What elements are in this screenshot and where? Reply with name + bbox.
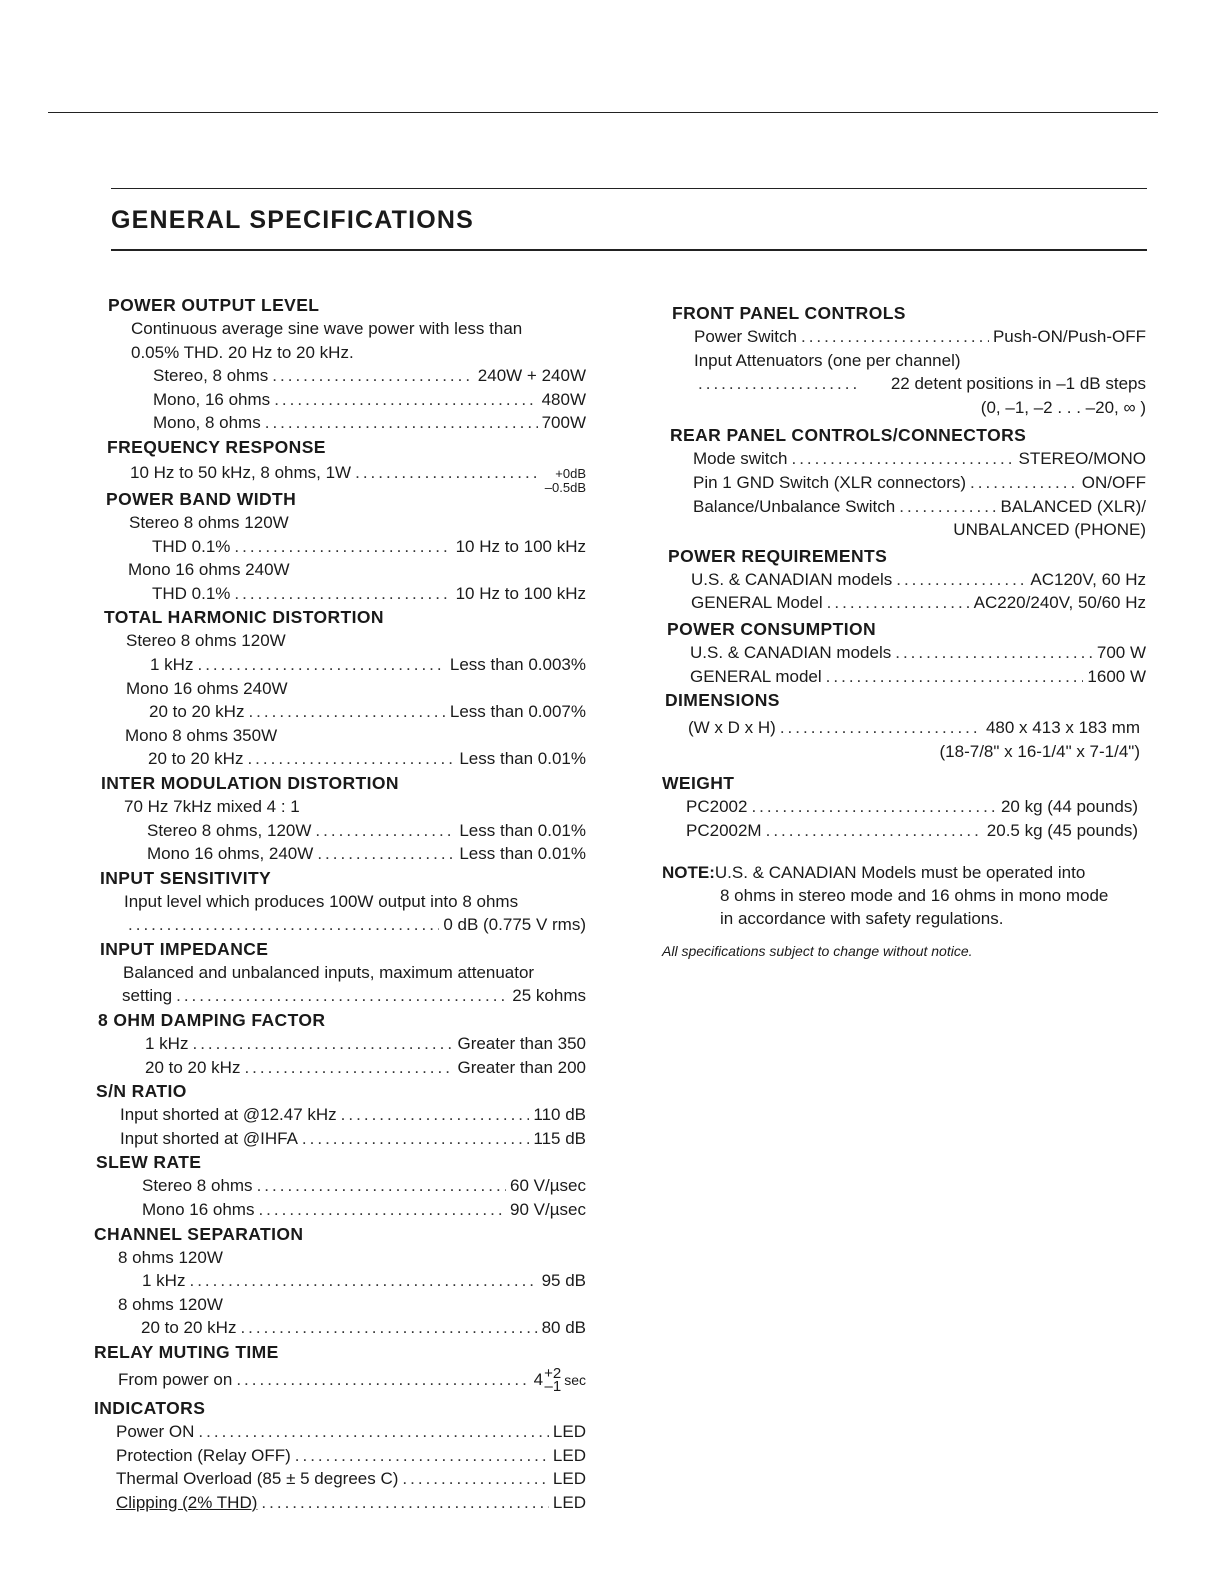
section-heading: FRONT PANEL CONTROLS bbox=[672, 303, 906, 323]
spec-row bbox=[662, 447, 1146, 471]
spec-value: ON/OFF bbox=[1081, 472, 1146, 492]
section-subheading: Mono 8 ohms 350W bbox=[125, 725, 278, 745]
spec-label: Power ON bbox=[116, 1422, 195, 1441]
spec-row bbox=[96, 1364, 586, 1396]
leader-dots bbox=[751, 795, 997, 819]
title-bottom-rule bbox=[111, 249, 1147, 251]
leader-dots bbox=[198, 1420, 549, 1444]
tolerance-minus: –0.5dB bbox=[544, 479, 586, 495]
top-rule bbox=[48, 112, 1158, 113]
spec-label: 20 to 20 kHz bbox=[149, 702, 245, 722]
leader-dots bbox=[265, 411, 538, 435]
spec-row bbox=[96, 459, 586, 495]
spec-value: 480W bbox=[541, 389, 586, 409]
section-heading: POWER BAND WIDTH bbox=[106, 488, 297, 509]
section-heading: INTER MODULATION DISTORTION bbox=[101, 772, 399, 793]
spec-row bbox=[96, 1269, 586, 1293]
spec-label: 1 kHz bbox=[145, 1034, 189, 1054]
spec-value-continued: (18-7/8" x 16-1/4" x 7-1/4") bbox=[939, 741, 1140, 761]
leader-dots bbox=[197, 653, 445, 677]
spec-value: 90 V/µsec bbox=[510, 1200, 586, 1220]
spec-row bbox=[96, 1174, 586, 1198]
spec-label: Power Switch bbox=[694, 327, 797, 346]
leader-dots bbox=[826, 665, 1084, 689]
leader-dots bbox=[402, 1467, 549, 1491]
spec-value: 25 kohms bbox=[512, 986, 586, 1006]
section-heading: DIMENSIONS bbox=[665, 690, 780, 711]
spec-value: 1600 W bbox=[1087, 666, 1146, 686]
left-column bbox=[96, 293, 586, 1514]
spec-value: BALANCED (XLR)/ bbox=[1000, 496, 1146, 516]
section-heading: 8 OHM DAMPING FACTOR bbox=[98, 1010, 326, 1031]
relay-base: 4 bbox=[533, 1370, 544, 1389]
relay-sub: –1 bbox=[544, 1378, 562, 1395]
section-heading: TOTAL HARMONIC DISTORTION bbox=[104, 607, 384, 628]
relay-time-value bbox=[534, 1364, 586, 1396]
spec-value: STEREO/MONO bbox=[1018, 449, 1146, 469]
section-heading: POWER REQUIREMENTS bbox=[668, 545, 888, 566]
spec-row bbox=[662, 372, 1146, 396]
section-heading: INPUT IMPEDANCE bbox=[100, 938, 269, 959]
spec-value-continued: UNBALANCED (PHONE) bbox=[953, 520, 1146, 540]
spec-value: 20.5 kg (45 pounds) bbox=[986, 820, 1138, 840]
spec-value: 95 dB bbox=[541, 1271, 586, 1291]
spec-label: Mode switch bbox=[693, 449, 788, 469]
spec-value: Less than 0.01% bbox=[459, 820, 586, 840]
section-heading: FREQUENCY RESPONSE bbox=[107, 436, 326, 457]
note-label: NOTE: bbox=[662, 862, 715, 882]
spec-value: 10 Hz to 100 kHz bbox=[455, 583, 586, 603]
section-text: Balanced and unbalanced inputs, maximum attenuator bbox=[123, 962, 535, 982]
spec-row bbox=[96, 1491, 586, 1515]
note-block bbox=[662, 861, 1146, 931]
spec-value: Less than 0.01% bbox=[459, 844, 586, 864]
spec-label: (W x D x H) bbox=[688, 718, 776, 738]
section-heading: WEIGHT bbox=[662, 773, 735, 794]
spec-row bbox=[96, 1127, 586, 1151]
spec-value: 60 V/µsec bbox=[510, 1176, 586, 1196]
spec-value: Greater than 200 bbox=[457, 1057, 586, 1077]
section-subheading: Input Attenuators (one per channel) bbox=[694, 350, 961, 370]
leader-dots bbox=[895, 641, 1093, 665]
relay-unit: sec bbox=[564, 1372, 586, 1388]
section-heading: RELAY MUTING TIME bbox=[94, 1342, 279, 1362]
leader-dots bbox=[244, 1056, 453, 1080]
section-text: Input level which produces 100W output into 8 ohms bbox=[124, 891, 519, 911]
tolerance-plus: +0dB bbox=[555, 465, 586, 481]
spec-label: 10 Hz to 50 kHz, 8 ohms, 1W bbox=[130, 462, 352, 482]
spec-value: 80 dB bbox=[541, 1318, 586, 1338]
spec-value: Less than 0.003% bbox=[449, 654, 586, 674]
spec-label: 20 to 20 kHz bbox=[145, 1057, 241, 1077]
note-text: U.S. & CANADIAN Models must be operated into bbox=[714, 862, 1086, 882]
spec-label: From power on bbox=[118, 1370, 233, 1389]
section-subheading: 8 ohms 120W bbox=[118, 1247, 223, 1267]
spec-value: 700W bbox=[541, 413, 586, 433]
spec-row bbox=[96, 1467, 586, 1491]
section-heading: POWER CONSUMPTION bbox=[667, 618, 877, 639]
spec-value: 240W + 240W bbox=[477, 366, 586, 386]
leader-dots bbox=[801, 325, 989, 349]
spec-value: 20 kg (44 pounds) bbox=[1000, 797, 1138, 817]
spec-value: 22 detent positions in –1 dB steps bbox=[890, 374, 1146, 394]
disclaimer: All specifications subject to change without notice. bbox=[662, 942, 973, 959]
spec-row bbox=[96, 1103, 586, 1127]
section-subheading: 8 ohms 120W bbox=[118, 1294, 223, 1314]
section-text: Continuous average sine wave power with less than bbox=[131, 319, 523, 338]
section-subheading: Stereo 8 ohms 120W bbox=[129, 512, 289, 532]
spec-row bbox=[662, 716, 1146, 740]
relay-tolerance bbox=[544, 1367, 561, 1393]
spec-row bbox=[96, 842, 586, 866]
spec-row bbox=[96, 1316, 586, 1340]
spec-row bbox=[96, 984, 586, 1008]
page-title: GENERAL SPECIFICATIONS bbox=[111, 206, 475, 234]
leader-dots bbox=[236, 1364, 529, 1396]
spec-label: U.S. & CANADIAN models bbox=[691, 569, 893, 589]
spec-value: 480 x 413 x 183 mm bbox=[985, 718, 1140, 738]
section-heading: REAR PANEL CONTROLS/CONNECTORS bbox=[670, 425, 1027, 446]
leader-dots bbox=[295, 1444, 549, 1468]
spec-row bbox=[96, 1032, 586, 1056]
spec-row bbox=[662, 591, 1146, 615]
spec-label: 1 kHz bbox=[150, 654, 194, 674]
leader-dots bbox=[780, 716, 982, 740]
section-subheading: Stereo 8 ohms 120W bbox=[126, 631, 286, 651]
spec-row bbox=[96, 1198, 586, 1222]
spec-label: THD 0.1% bbox=[152, 583, 231, 603]
spec-row bbox=[662, 819, 1146, 843]
spec-label: PC2002 bbox=[686, 797, 748, 817]
section-heading: INPUT SENSITIVITY bbox=[100, 867, 272, 888]
spec-label: Protection (Relay OFF) bbox=[116, 1445, 291, 1465]
relay-sup: +2 bbox=[544, 1365, 562, 1382]
leader-dots bbox=[355, 459, 541, 487]
spec-row bbox=[96, 1444, 586, 1468]
spec-row bbox=[96, 1056, 586, 1080]
leader-dots bbox=[317, 842, 455, 866]
spec-row bbox=[96, 1420, 586, 1444]
spec-label: Thermal Overload (85 ± 5 degrees C) bbox=[116, 1469, 399, 1489]
leader-dots bbox=[274, 388, 537, 412]
spec-label: setting bbox=[122, 986, 173, 1006]
leader-dots bbox=[302, 1127, 529, 1151]
leader-dots bbox=[234, 535, 451, 559]
spec-label: 20 to 20 kHz bbox=[141, 1318, 237, 1338]
spec-value: LED bbox=[552, 1445, 586, 1465]
spec-row bbox=[96, 819, 586, 843]
leader-dots bbox=[189, 1269, 537, 1293]
section-heading: S/N RATIO bbox=[96, 1081, 187, 1102]
spec-label: U.S. & CANADIAN models bbox=[690, 642, 892, 662]
spec-value: AC220/240V, 50/60 Hz bbox=[973, 593, 1146, 613]
spec-label: Stereo 8 ohms, 120W bbox=[147, 820, 312, 840]
spec-label: GENERAL Model bbox=[691, 593, 823, 613]
spec-row bbox=[96, 747, 586, 771]
spec-row bbox=[662, 471, 1146, 495]
note-line: 8 ohms in stereo mode and 16 ohms in mono mode bbox=[720, 885, 1109, 905]
leader-dots bbox=[970, 471, 1078, 495]
spec-value: Less than 0.01% bbox=[459, 749, 586, 769]
spec-value: LED bbox=[552, 1469, 586, 1489]
section-text: 0.05% THD. 20 Hz to 20 kHz. bbox=[131, 342, 354, 362]
leader-dots bbox=[234, 582, 451, 606]
spec-value: 110 dB bbox=[533, 1105, 586, 1125]
leader-dots bbox=[258, 1198, 506, 1222]
leader-dots bbox=[827, 591, 970, 615]
spec-row bbox=[96, 411, 586, 435]
section-subheading: Mono 16 ohms 240W bbox=[128, 560, 290, 580]
spec-value: Greater than 350 bbox=[457, 1034, 586, 1054]
spec-label: Stereo, 8 ohms bbox=[153, 366, 269, 386]
section-subheading: 70 Hz 7kHz mixed 4 : 1 bbox=[124, 796, 300, 816]
right-column bbox=[662, 301, 1146, 959]
tolerance-value bbox=[545, 467, 586, 495]
leader-dots bbox=[766, 819, 983, 843]
spec-row bbox=[96, 582, 586, 606]
spec-row bbox=[96, 653, 586, 677]
spec-label: Mono 16 ohms bbox=[142, 1200, 255, 1220]
spec-value: 700 W bbox=[1096, 642, 1146, 662]
leader-dots bbox=[248, 700, 445, 724]
leader-dots bbox=[272, 364, 474, 388]
spec-row bbox=[96, 388, 586, 412]
spec-label: Clipping (2% THD) bbox=[116, 1492, 258, 1512]
leader-dots bbox=[261, 1491, 549, 1515]
section-heading: INDICATORS bbox=[94, 1398, 206, 1418]
spec-value: Push-ON/Push-OFF bbox=[992, 327, 1146, 346]
spec-row bbox=[662, 568, 1146, 592]
spec-label: 20 to 20 kHz bbox=[148, 749, 244, 769]
leader-dots bbox=[315, 819, 455, 843]
spec-value: 10 Hz to 100 kHz bbox=[455, 536, 586, 556]
spec-row bbox=[662, 795, 1146, 819]
spec-label: Pin 1 GND Switch (XLR connectors) bbox=[693, 472, 967, 492]
spec-label: Mono, 8 ohms bbox=[153, 413, 261, 433]
leader-dots bbox=[128, 913, 439, 937]
leader-dots bbox=[698, 372, 858, 396]
spec-value: Less than 0.007% bbox=[449, 702, 586, 722]
leader-dots bbox=[341, 1103, 530, 1127]
leader-dots bbox=[192, 1032, 453, 1056]
spec-value: 0 dB (0.775 V rms) bbox=[443, 915, 586, 935]
note-line bbox=[662, 861, 1146, 884]
leader-dots bbox=[257, 1174, 506, 1198]
spec-row bbox=[662, 325, 1146, 349]
leader-dots bbox=[896, 568, 1026, 592]
spec-value-continued: (0, –1, –2 . . . –20, ∞ ) bbox=[980, 397, 1146, 417]
spec-label: PC2002M bbox=[686, 820, 762, 840]
spec-row bbox=[96, 700, 586, 724]
spec-row bbox=[96, 535, 586, 559]
spec-value: 115 dB bbox=[533, 1128, 586, 1148]
spec-row bbox=[96, 913, 586, 937]
spec-label: Stereo 8 ohms bbox=[142, 1176, 253, 1196]
spec-label: Mono 16 ohms, 240W bbox=[147, 844, 314, 864]
spec-value: LED bbox=[552, 1422, 586, 1441]
spec-value: LED bbox=[552, 1492, 586, 1512]
spec-label: Balance/Unbalance Switch bbox=[693, 496, 896, 516]
spec-row bbox=[662, 641, 1146, 665]
note-line: in accordance with safety regulations. bbox=[720, 909, 1004, 929]
spec-label: Input shorted at @12.47 kHz bbox=[120, 1105, 337, 1125]
title-top-rule bbox=[111, 188, 1147, 189]
spec-row bbox=[662, 665, 1146, 689]
spec-row bbox=[662, 495, 1146, 519]
spec-row bbox=[96, 364, 586, 388]
leader-dots bbox=[247, 747, 455, 771]
section-heading: SLEW RATE bbox=[96, 1152, 202, 1173]
leader-dots bbox=[240, 1316, 537, 1340]
leader-dots bbox=[899, 495, 996, 519]
section-heading: POWER OUTPUT LEVEL bbox=[108, 295, 320, 315]
spec-label: THD 0.1% bbox=[152, 536, 231, 556]
spec-label: 1 kHz bbox=[142, 1271, 186, 1291]
spec-label: GENERAL model bbox=[690, 666, 822, 686]
leader-dots bbox=[176, 984, 508, 1008]
section-heading: CHANNEL SEPARATION bbox=[94, 1223, 304, 1244]
section-subheading: Mono 16 ohms 240W bbox=[126, 678, 288, 698]
spec-label: Input shorted at @IHFA bbox=[120, 1128, 298, 1148]
spec-value: AC120V, 60 Hz bbox=[1030, 569, 1146, 589]
spec-label: Mono, 16 ohms bbox=[153, 389, 271, 409]
leader-dots bbox=[791, 447, 1014, 471]
